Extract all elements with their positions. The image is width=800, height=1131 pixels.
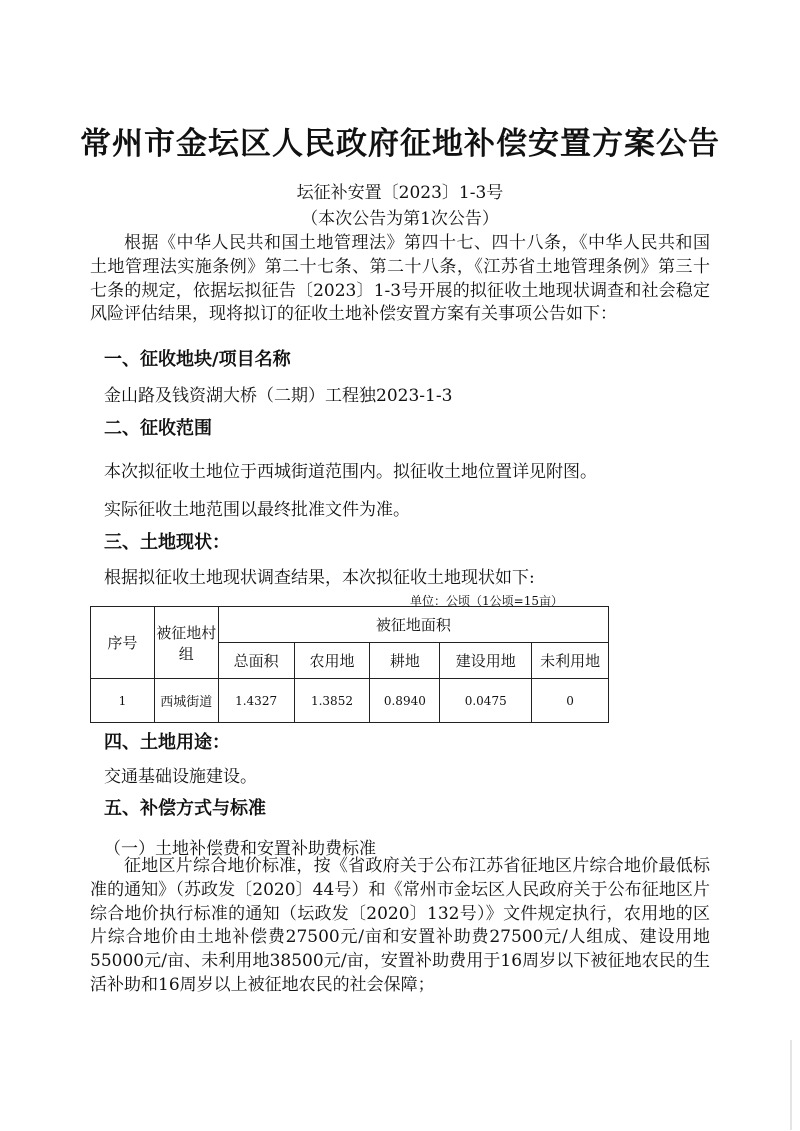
cell-agri: 1.3852 [294, 679, 370, 723]
cell-total: 1.4327 [218, 679, 294, 723]
table-unit-note: 单位：公顷（1公顷=15亩） [410, 594, 563, 608]
section-2-heading: 二、征收范围 [104, 418, 212, 439]
section-3-body: 根据拟征收土地现状调查结果，本次拟征收土地现状如下: [104, 568, 535, 588]
cell-construction: 0.0475 [440, 679, 532, 723]
section-4-heading: 四、土地用途： [104, 732, 230, 753]
page-title: 常州市金坛区人民政府征地补偿安置方案公告 [80, 126, 720, 162]
section-4-body: 交通基础设施建设。 [104, 767, 257, 787]
section-1-body: 金山路及钱资湖大桥（二期）工程独2023-1-3 [104, 386, 453, 406]
section-3-heading: 三、土地现状： [104, 532, 230, 553]
cell-group: 西城街道 [154, 679, 218, 723]
header-seq: 序号 [91, 607, 155, 679]
header-group: 被征地村组 [154, 607, 218, 679]
header-area: 被征地面积 [218, 607, 608, 643]
intro-paragraph: 根据《中华人民共和国土地管理法》第四十七、四十八条，《中华人民共和国土地管理法实施条例》第二十七条、第二十八条，《江苏省土地管理条例》第三十七条的规定，依据坛拟征告〔2023〕1-3号开展的拟征收土地现状调查和社会稳定风险评估结果，现将拟订的征收土地补偿安置方案有关事项公告如下： [90, 233, 710, 325]
notice-count: （本次公告为第1次公告） [301, 209, 499, 229]
header-arable: 耕地 [370, 643, 440, 679]
header-unused: 未利用地 [532, 643, 609, 679]
table-row [91, 679, 609, 723]
section-2-body-2: 实际征收土地范围以最终批准文件为准。 [104, 500, 410, 520]
header-construction: 建设用地 [440, 643, 532, 679]
scan-edge-mark [790, 1040, 792, 1130]
cell-arable: 0.8940 [370, 679, 440, 723]
header-agri: 农用地 [294, 643, 370, 679]
section-5-body: 征地区片综合地价标准，按《省政府关于公布江苏省征地区片综合地价最低标准的通知》（苏政发〔2020〕44号）和《常州市金坛区人民政府关于公布征地区片综合地价执行标准的通知（坛政发〔2020〕132号）》文件规定执行，农用地的区片综合地价由土地补偿费27500元/亩和安置补助费27500元/人组成、建设用地55000元/亩、未利用地38500元/亩，安置补助费用于16周岁以下被征地农民的生活补助和16周岁以上被征地农民的社会保障； [90, 856, 710, 995]
document-number: 坛征补安置〔2023〕1-3号 [296, 183, 504, 203]
section-1-heading: 一、征收地块/项目名称 [104, 349, 291, 370]
header-total: 总面积 [218, 643, 294, 679]
section-5-subheading: （一）土地补偿费和安置补助费标准 [104, 839, 376, 859]
cell-unused: 0 [532, 679, 609, 723]
section-2-body-1: 本次拟征收土地位于西城街道范围内。拟征收土地位置详见附图。 [104, 462, 597, 482]
section-5-heading: 五、补偿方式与标准 [104, 798, 266, 819]
land-status-table [90, 606, 609, 723]
cell-seq: 1 [91, 679, 155, 723]
